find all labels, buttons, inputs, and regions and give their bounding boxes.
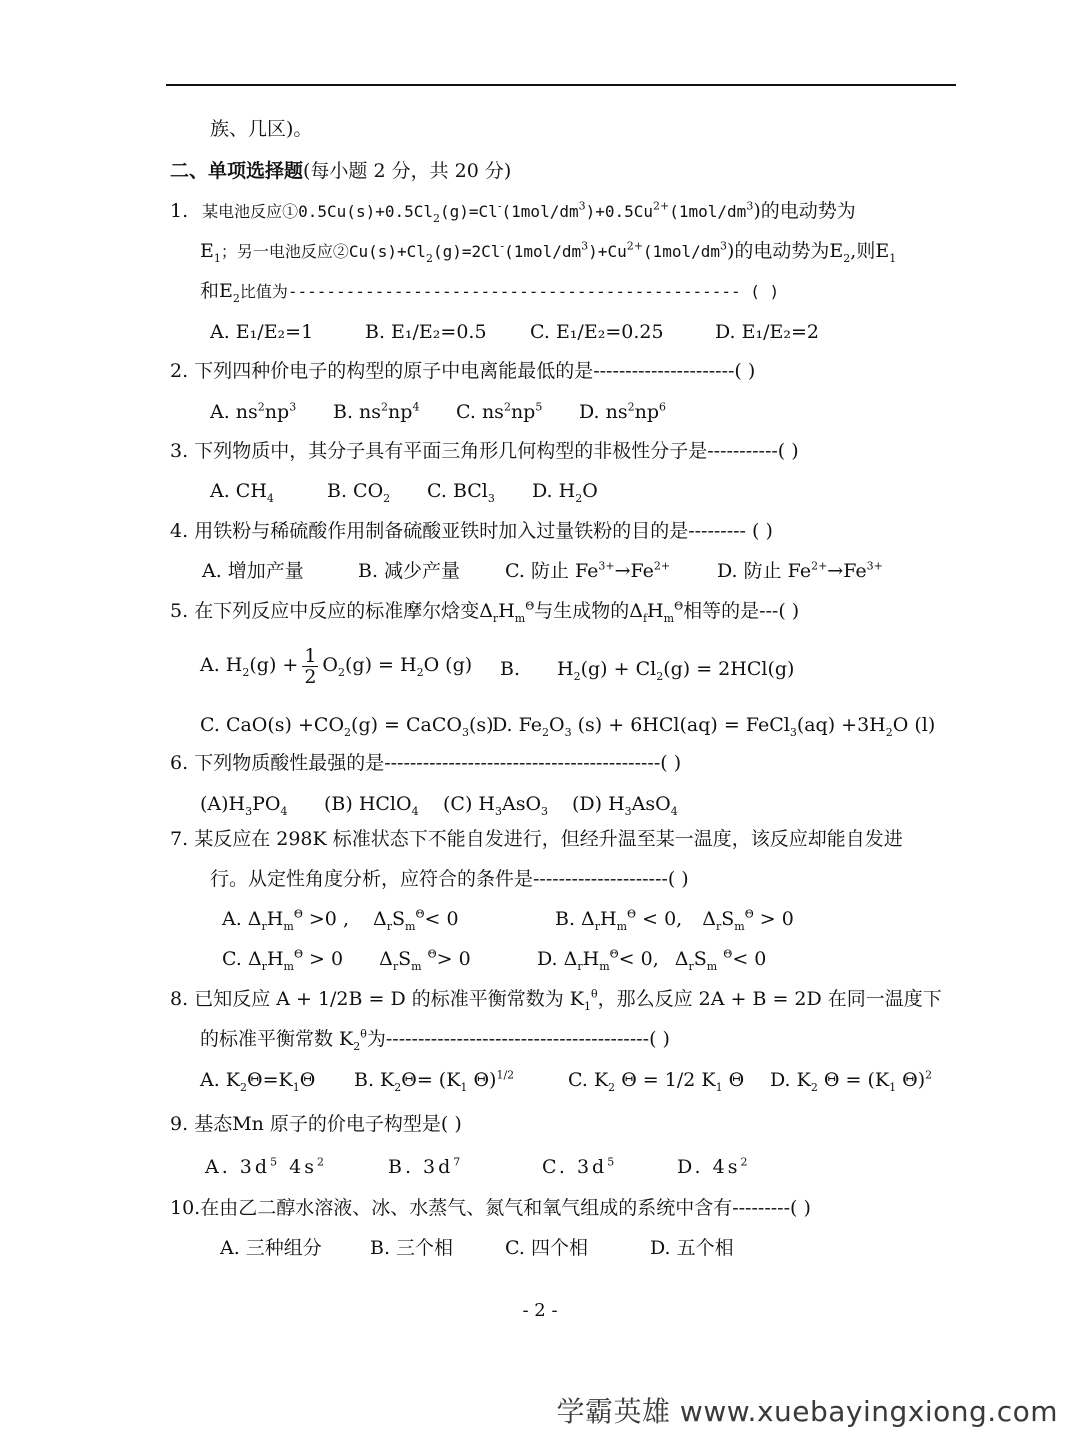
q5-sub: 2 <box>542 725 550 739</box>
q2-a-text: np <box>264 401 290 423</box>
q4-text: 用铁粉与稀硫酸作用制备硫酸亚铁时加入过量铁粉的目的是--------- ( ) <box>194 520 773 542</box>
q5-d-text: (aq) +3H <box>796 714 886 736</box>
q9-sup: 2 <box>316 1155 327 1169</box>
q7-option-d <box>537 945 766 973</box>
q2-option-d <box>579 398 666 426</box>
q9-b-text: B. 3d <box>388 1156 454 1178</box>
q7-sup: Θ <box>627 907 637 921</box>
q8-theta: Θ <box>401 1069 417 1091</box>
q5-d-text: (s) + 6HCl(aq) = FeCl <box>571 714 790 736</box>
q6-option-d <box>572 790 678 818</box>
q5-d-text: O (l) <box>892 714 936 736</box>
q4-d-text: →Fe <box>827 560 867 582</box>
q7-sub: m <box>706 959 718 973</box>
q4-stem <box>170 517 773 545</box>
q5-sub: f <box>642 611 648 625</box>
q7-sup: Θ <box>744 907 754 921</box>
q3-b-text: B. CO <box>327 480 384 502</box>
q5-sub: 3 <box>789 725 797 739</box>
q7-sub: m <box>283 959 294 973</box>
q7-option-a <box>222 905 459 933</box>
q1-sub: 2 <box>843 251 851 265</box>
q6-option-b <box>324 790 419 818</box>
q1-sup: 2+ <box>626 239 643 253</box>
q1-option-d: D. E₁/E₂=2 <box>715 321 820 343</box>
q1-sup: 3 <box>581 239 589 253</box>
q2-c-text: np <box>510 401 536 423</box>
q7-sup: Θ <box>609 947 619 961</box>
q3-c-text: C. BCl <box>427 480 488 502</box>
q7-a-text: < 0 <box>424 908 459 930</box>
q7-sub: m <box>616 919 628 933</box>
q9-option-a <box>205 1153 327 1181</box>
q8-option-c <box>568 1066 744 1094</box>
q4-sup: 2+ <box>811 559 828 573</box>
q2-sup: 6 <box>659 400 667 414</box>
q5-text: H <box>498 600 515 622</box>
q1-text: (g)=2Cl <box>432 242 501 261</box>
q7-sub: m <box>283 919 294 933</box>
q1-sup: 3 <box>719 239 727 253</box>
q7-option-c <box>222 945 471 973</box>
q8-d-text: = (K <box>839 1069 890 1091</box>
q9-sup: 5 <box>607 1155 618 1169</box>
q8-b-text: B. K <box>354 1069 395 1091</box>
q7-b-text: Δ <box>702 908 716 930</box>
q5-stem <box>170 597 799 625</box>
q7-a-text: >0 , <box>308 908 349 930</box>
q1-sup: 2+ <box>653 199 670 213</box>
q5-sub: 3 <box>462 725 469 739</box>
q1-text: (1mol/dm <box>669 202 747 221</box>
q8-sub: 2 <box>608 1080 616 1094</box>
q6-text: 下列物质酸性最强的是-------------------------------------------( ) <box>194 752 682 774</box>
q2-b-text: np <box>388 401 413 423</box>
q5-option-b <box>557 655 794 683</box>
q7-sub: m <box>599 959 610 973</box>
q9-sup: 5 <box>270 1155 281 1169</box>
q7-d-text: D. Δ <box>537 948 578 970</box>
q5-sup: Θ <box>674 599 684 613</box>
q3-stem <box>170 437 799 465</box>
q8-sub: 1 <box>460 1080 468 1094</box>
q5-d-text: D. Fe <box>492 714 543 736</box>
q8-stem-line1 <box>170 985 942 1013</box>
q8-option-a <box>200 1066 315 1094</box>
q8-theta: Θ <box>621 1069 637 1091</box>
q1-sub: 2 <box>232 291 240 305</box>
q5-sub: 2 <box>656 669 664 683</box>
q5-option-a <box>200 640 472 690</box>
q8-sup: θ <box>360 1027 367 1041</box>
q7-d-text: H <box>582 948 600 970</box>
q7-b-text: < 0, <box>642 908 683 930</box>
q2-sup: 2 <box>257 400 265 414</box>
q7-d-text: S <box>693 948 707 970</box>
q8-a-text: =K <box>262 1069 293 1091</box>
q9-option-c <box>542 1153 617 1181</box>
q8-number: 8. <box>170 988 189 1010</box>
q7-sup: Θ <box>427 947 437 961</box>
q3-d-text: D. H <box>532 480 576 502</box>
q8-stem-line2 <box>200 1025 670 1053</box>
q6-sub: 3 <box>541 804 549 818</box>
q4-sup: 3+ <box>598 559 615 573</box>
q7-sup: Θ <box>293 907 303 921</box>
q6-sub: 3 <box>494 804 502 818</box>
q8-sup: 1/2 <box>496 1068 515 1082</box>
q7-b-text: S <box>721 908 735 930</box>
q10-option-d: D. 五个相 <box>650 1237 734 1259</box>
q1-sub: 2 <box>425 251 433 265</box>
q9-d-text: D. 4s <box>677 1156 741 1178</box>
fraction-denominator: 2 <box>304 665 317 688</box>
q8-sup: θ <box>591 987 598 1001</box>
q1-text: (1mol/dm <box>504 242 582 261</box>
q5-a-text: A. H <box>200 654 243 676</box>
q8-option-b <box>354 1066 514 1094</box>
q7-sub: r <box>577 959 583 973</box>
q7-sub: r <box>392 959 399 973</box>
section-title: 二、单项选择题 <box>170 160 304 182</box>
q6-a-text: (A)H <box>200 793 246 815</box>
q2-d-text: np <box>634 401 660 423</box>
q6-sub: 4 <box>280 804 288 818</box>
q8-b-text: ) <box>489 1069 497 1091</box>
q1-sup: - <box>500 239 505 253</box>
q4-number: 4. <box>170 520 189 542</box>
q2-option-b <box>333 398 419 426</box>
q5-text: 在下列反应中反应的标准摩尔焓变Δ <box>194 600 493 622</box>
q8-text: 已知反应 A + 1/2B = D 的标准平衡常数为 K <box>194 988 584 1010</box>
q2-sup: 4 <box>412 400 420 414</box>
q2-d-text: D. ns <box>579 401 628 423</box>
q7-c-text: > 0 <box>436 948 471 970</box>
q5-text: 与生成物的Δ <box>534 600 643 622</box>
q1-option-c: C. E₁/E₂=0.25 <box>530 321 664 343</box>
q5-c-text: C. CaO(s) +CO <box>200 714 345 736</box>
q7-sub: r <box>261 919 267 933</box>
section-heading <box>170 157 511 185</box>
q1-sub: 2 <box>433 211 441 225</box>
q5-c-text: (s) <box>469 714 494 736</box>
q8-sub: 2 <box>240 1080 247 1094</box>
fraction-numerator: 1 <box>304 644 317 667</box>
q7-sup: Θ <box>293 947 303 961</box>
q6-option-c <box>443 790 548 818</box>
q8-sup: 2 <box>925 1068 933 1082</box>
q7-c-text: S <box>398 948 412 970</box>
q10-stem <box>170 1194 811 1222</box>
q5-sub: 3 <box>564 725 572 739</box>
q1-option-b: B. E₁/E₂=0.5 <box>365 321 487 343</box>
q1-text: 某电池反应①0.5Cu(s)+0.5Cl <box>202 202 434 221</box>
q1-line2 <box>200 237 896 266</box>
q4-option-c <box>505 557 670 585</box>
one-half-fraction <box>302 646 318 687</box>
q7-sup: Θ <box>723 947 733 961</box>
q5-sup: Θ <box>525 599 535 613</box>
q2-sup: 2 <box>381 400 389 414</box>
q6-number: 6. <box>170 752 189 774</box>
q7-stem-line2: 行。从定性角度分析，应符合的条件是---------------------( ) <box>210 868 689 890</box>
q6-stem <box>170 749 681 777</box>
q9-option-d <box>677 1153 750 1181</box>
q6-c-text: (C) H <box>443 793 495 815</box>
q1-number: 1. <box>170 200 189 222</box>
q6-d-text: AsO <box>631 793 671 815</box>
q1-sup: - <box>497 199 502 213</box>
q1-text: 比值为----------------------------------------------- ( ) <box>239 282 780 301</box>
q4-option-d <box>717 557 883 585</box>
q7-sub: r <box>715 919 722 933</box>
q6-b-text: (B) HClO <box>324 793 412 815</box>
q2-sup: 5 <box>535 400 543 414</box>
q8-text: 的标准平衡常数 K <box>200 1028 354 1050</box>
q1-option-a: A. E₁/E₂=1 <box>210 321 314 343</box>
q1-text: (1mol/dm <box>501 202 579 221</box>
q5-sub: m <box>514 611 526 625</box>
q5-option-d <box>492 711 935 739</box>
q1-sup: 3 <box>578 199 586 213</box>
q6-d-text: (D) H <box>572 793 625 815</box>
q8-theta: Θ <box>299 1069 316 1091</box>
q5-option-c <box>200 711 494 739</box>
q6-sub: 4 <box>411 804 419 818</box>
q2-b-text: B. ns <box>333 401 382 423</box>
q8-sub: 2 <box>810 1080 818 1094</box>
q7-b-text: > 0 <box>759 908 794 930</box>
q2-c-text: C. ns <box>456 401 504 423</box>
q5-a-text: O (g) <box>423 654 473 676</box>
q7-option-b <box>555 905 794 933</box>
q1-text: )+Cu <box>588 242 627 261</box>
q5-a-text: (g) = H <box>345 654 417 676</box>
q4-sup: 2+ <box>653 559 671 573</box>
q7-a-text: H <box>266 908 284 930</box>
q7-a-text: S <box>391 908 406 930</box>
q8-d-text: D. K <box>770 1069 811 1091</box>
q5-a-text: (g) + <box>249 654 299 676</box>
q5-option-b-label: B. <box>500 658 521 680</box>
q7-sub: m <box>411 959 422 973</box>
q6-sub: 3 <box>245 804 253 818</box>
q3-sub: 4 <box>266 491 274 505</box>
q7-b-text: B. Δ <box>555 908 595 930</box>
q1-sub: 1 <box>889 251 897 265</box>
q9-stem <box>170 1110 462 1138</box>
q5-sub: 2 <box>416 665 424 679</box>
q4-c-text: C. 防止 Fe <box>505 560 599 582</box>
q4-d-text: D. 防止 Fe <box>717 560 812 582</box>
q9-option-b <box>388 1153 463 1181</box>
q2-a-text: A. ns <box>210 401 258 423</box>
q5-sub: 2 <box>344 725 352 739</box>
section-note: (每小题 2 分，共 20 分) <box>303 160 512 182</box>
q8-a-text: A. K <box>200 1069 240 1091</box>
q1-sub: 1 <box>213 251 221 265</box>
q9-sup: 2 <box>740 1155 751 1169</box>
q8-sub: 1 <box>715 1080 723 1094</box>
watermark: 学霸英雄 www.xuebayingxiong.com <box>556 1395 1058 1428</box>
q7-d-text: < 0, <box>618 948 659 970</box>
top-rule <box>166 84 956 86</box>
q9-text: 基态Mn 原子的价电子构型是( ) <box>194 1113 462 1135</box>
q8-text: ，那么反应 2A + B = 2D 在同一温度下 <box>597 988 942 1010</box>
q8-b-text: = (K <box>416 1069 461 1091</box>
q8-c-text: = 1/2 K <box>636 1069 716 1091</box>
q5-a-text: O <box>322 654 338 676</box>
q9-c-text: C. 3d <box>542 1156 608 1178</box>
q10-option-a: A. 三种组分 <box>220 1237 322 1259</box>
q5-sub: r <box>492 611 499 625</box>
q2-text: 下列四种价电子的构型的原子中电离能最低的是----------------------( ) <box>194 360 756 382</box>
page-number: - 2 - <box>522 1300 558 1321</box>
q7-sub: r <box>688 959 694 973</box>
q8-text: 为-----------------------------------------( ) <box>366 1028 670 1050</box>
q5-b-text: (g) + Cl <box>580 658 657 680</box>
q3-sub: 2 <box>575 491 583 505</box>
q3-text: 下列物质中，其分子具有平面三角形几何构型的非极性分子是-----------( ) <box>194 440 799 462</box>
q3-option-c <box>427 477 495 505</box>
q3-option-a <box>210 477 274 505</box>
continuation-text: 族、几区)。 <box>210 118 313 140</box>
q5-number: 5. <box>170 600 189 622</box>
q1-text: E <box>200 240 214 262</box>
q7-sub: m <box>734 919 745 933</box>
q3-option-d <box>532 477 598 505</box>
q6-a-text: PO <box>252 793 281 815</box>
q8-sub: 1 <box>889 1080 897 1094</box>
q8-theta: Θ <box>823 1069 840 1091</box>
q7-sub: r <box>594 919 601 933</box>
q6-sub: 4 <box>670 804 678 818</box>
q4-c-text: →Fe <box>614 560 654 582</box>
q3-a-text: A. CH <box>210 480 267 502</box>
q8-theta: Θ <box>247 1069 263 1091</box>
q2-option-c <box>456 398 542 426</box>
q7-sub: r <box>386 919 392 933</box>
q7-stem-line1 <box>170 825 903 853</box>
q5-text: 相等的是---( ) <box>683 600 800 622</box>
q5-text: H <box>647 600 664 622</box>
q7-c-text: C. Δ <box>222 948 262 970</box>
q6-sub: 3 <box>624 804 632 818</box>
q10-number: 10. <box>170 1197 201 1219</box>
q1-text: )的电动势为 <box>753 200 856 222</box>
q5-b-text: (g) = 2HCl(g) <box>663 658 795 680</box>
q1-text: ,则E <box>850 240 890 262</box>
q2-option-a <box>210 398 296 426</box>
q2-number: 2. <box>170 360 189 382</box>
q7-b-text: H <box>600 908 617 930</box>
q8-theta: Θ <box>902 1069 918 1091</box>
q9-number: 9. <box>170 1113 189 1135</box>
q8-theta: Θ <box>473 1069 490 1091</box>
q8-sub: 1 <box>292 1080 300 1094</box>
q2-sup: 2 <box>503 400 511 414</box>
q4-option-a: A. 增加产量 <box>202 560 304 582</box>
q3-option-b <box>327 477 390 505</box>
q1-line3 <box>200 277 779 306</box>
q7-sub: m <box>405 919 416 933</box>
q7-a-text: Δ <box>372 908 387 930</box>
q2-sup: 2 <box>627 400 635 414</box>
q5-c-text: (g) = CaCO <box>351 714 462 736</box>
q5-sub: 2 <box>338 665 345 679</box>
q7-d-text: Δ <box>674 948 689 970</box>
q1-text: (1mol/dm <box>642 242 720 261</box>
q4-option-b: B. 减少产量 <box>358 560 461 582</box>
q8-sub: 1 <box>584 999 591 1013</box>
q8-sub: 2 <box>394 1080 402 1094</box>
q7-c-text: Δ <box>379 948 393 970</box>
q9-a-text: A. 3d <box>205 1156 271 1178</box>
q1-text: )的电动势为E <box>726 240 844 262</box>
q9-a-text: 4s <box>289 1156 317 1178</box>
q5-sub: 2 <box>242 665 250 679</box>
q10-option-c: C. 四个相 <box>505 1237 588 1259</box>
q4-sup: 3+ <box>866 559 883 573</box>
q8-d-text: ) <box>917 1069 926 1091</box>
q5-sub: 2 <box>885 725 893 739</box>
q1-text: (g)=Cl <box>440 202 498 221</box>
q7-number: 7. <box>170 828 189 850</box>
q1-sup: 3 <box>746 199 754 213</box>
q1-text: )+0.5Cu <box>585 202 654 221</box>
q8-sub: 2 <box>353 1039 361 1053</box>
q1-text: 和E <box>200 280 233 302</box>
q7-c-text: > 0 <box>309 948 344 970</box>
q2-stem <box>170 357 755 385</box>
q7-d-text: < 0 <box>732 948 767 970</box>
q7-text: 某反应在 298K 标准状态下不能自发进行，但经升温至某一温度，该反应却能自发进 <box>194 828 903 850</box>
q10-option-b: B. 三个相 <box>370 1237 454 1259</box>
q8-c-text: C. K <box>568 1069 609 1091</box>
q3-sub: 2 <box>383 491 391 505</box>
q8-option-d <box>770 1066 932 1094</box>
q3-d-text: O <box>582 480 598 502</box>
q1-text: ；另一电池反应②Cu(s)+Cl <box>220 242 426 261</box>
q5-sub: 2 <box>573 669 581 683</box>
q9-sup: 7 <box>453 1155 464 1169</box>
q3-sub: 3 <box>487 491 495 505</box>
q7-sup: Θ <box>415 907 425 921</box>
q6-option-a <box>200 790 288 818</box>
q3-number: 3. <box>170 440 189 462</box>
q7-sub: r <box>261 959 267 973</box>
q5-d-text: O <box>549 714 565 736</box>
q7-a-text: A. Δ <box>222 908 262 930</box>
q6-c-text: AsO <box>501 793 542 815</box>
q5-sub: m <box>663 611 675 625</box>
q10-text: 在由乙二醇水溶液、冰、水蒸气、氮气和氧气组成的系统中含有---------( ) <box>200 1197 811 1219</box>
q1-line1 <box>170 197 856 226</box>
q5-b-text: H <box>557 658 574 680</box>
q2-sup: 3 <box>289 400 297 414</box>
q8-theta: Θ <box>728 1069 745 1091</box>
q7-c-text: H <box>266 948 284 970</box>
